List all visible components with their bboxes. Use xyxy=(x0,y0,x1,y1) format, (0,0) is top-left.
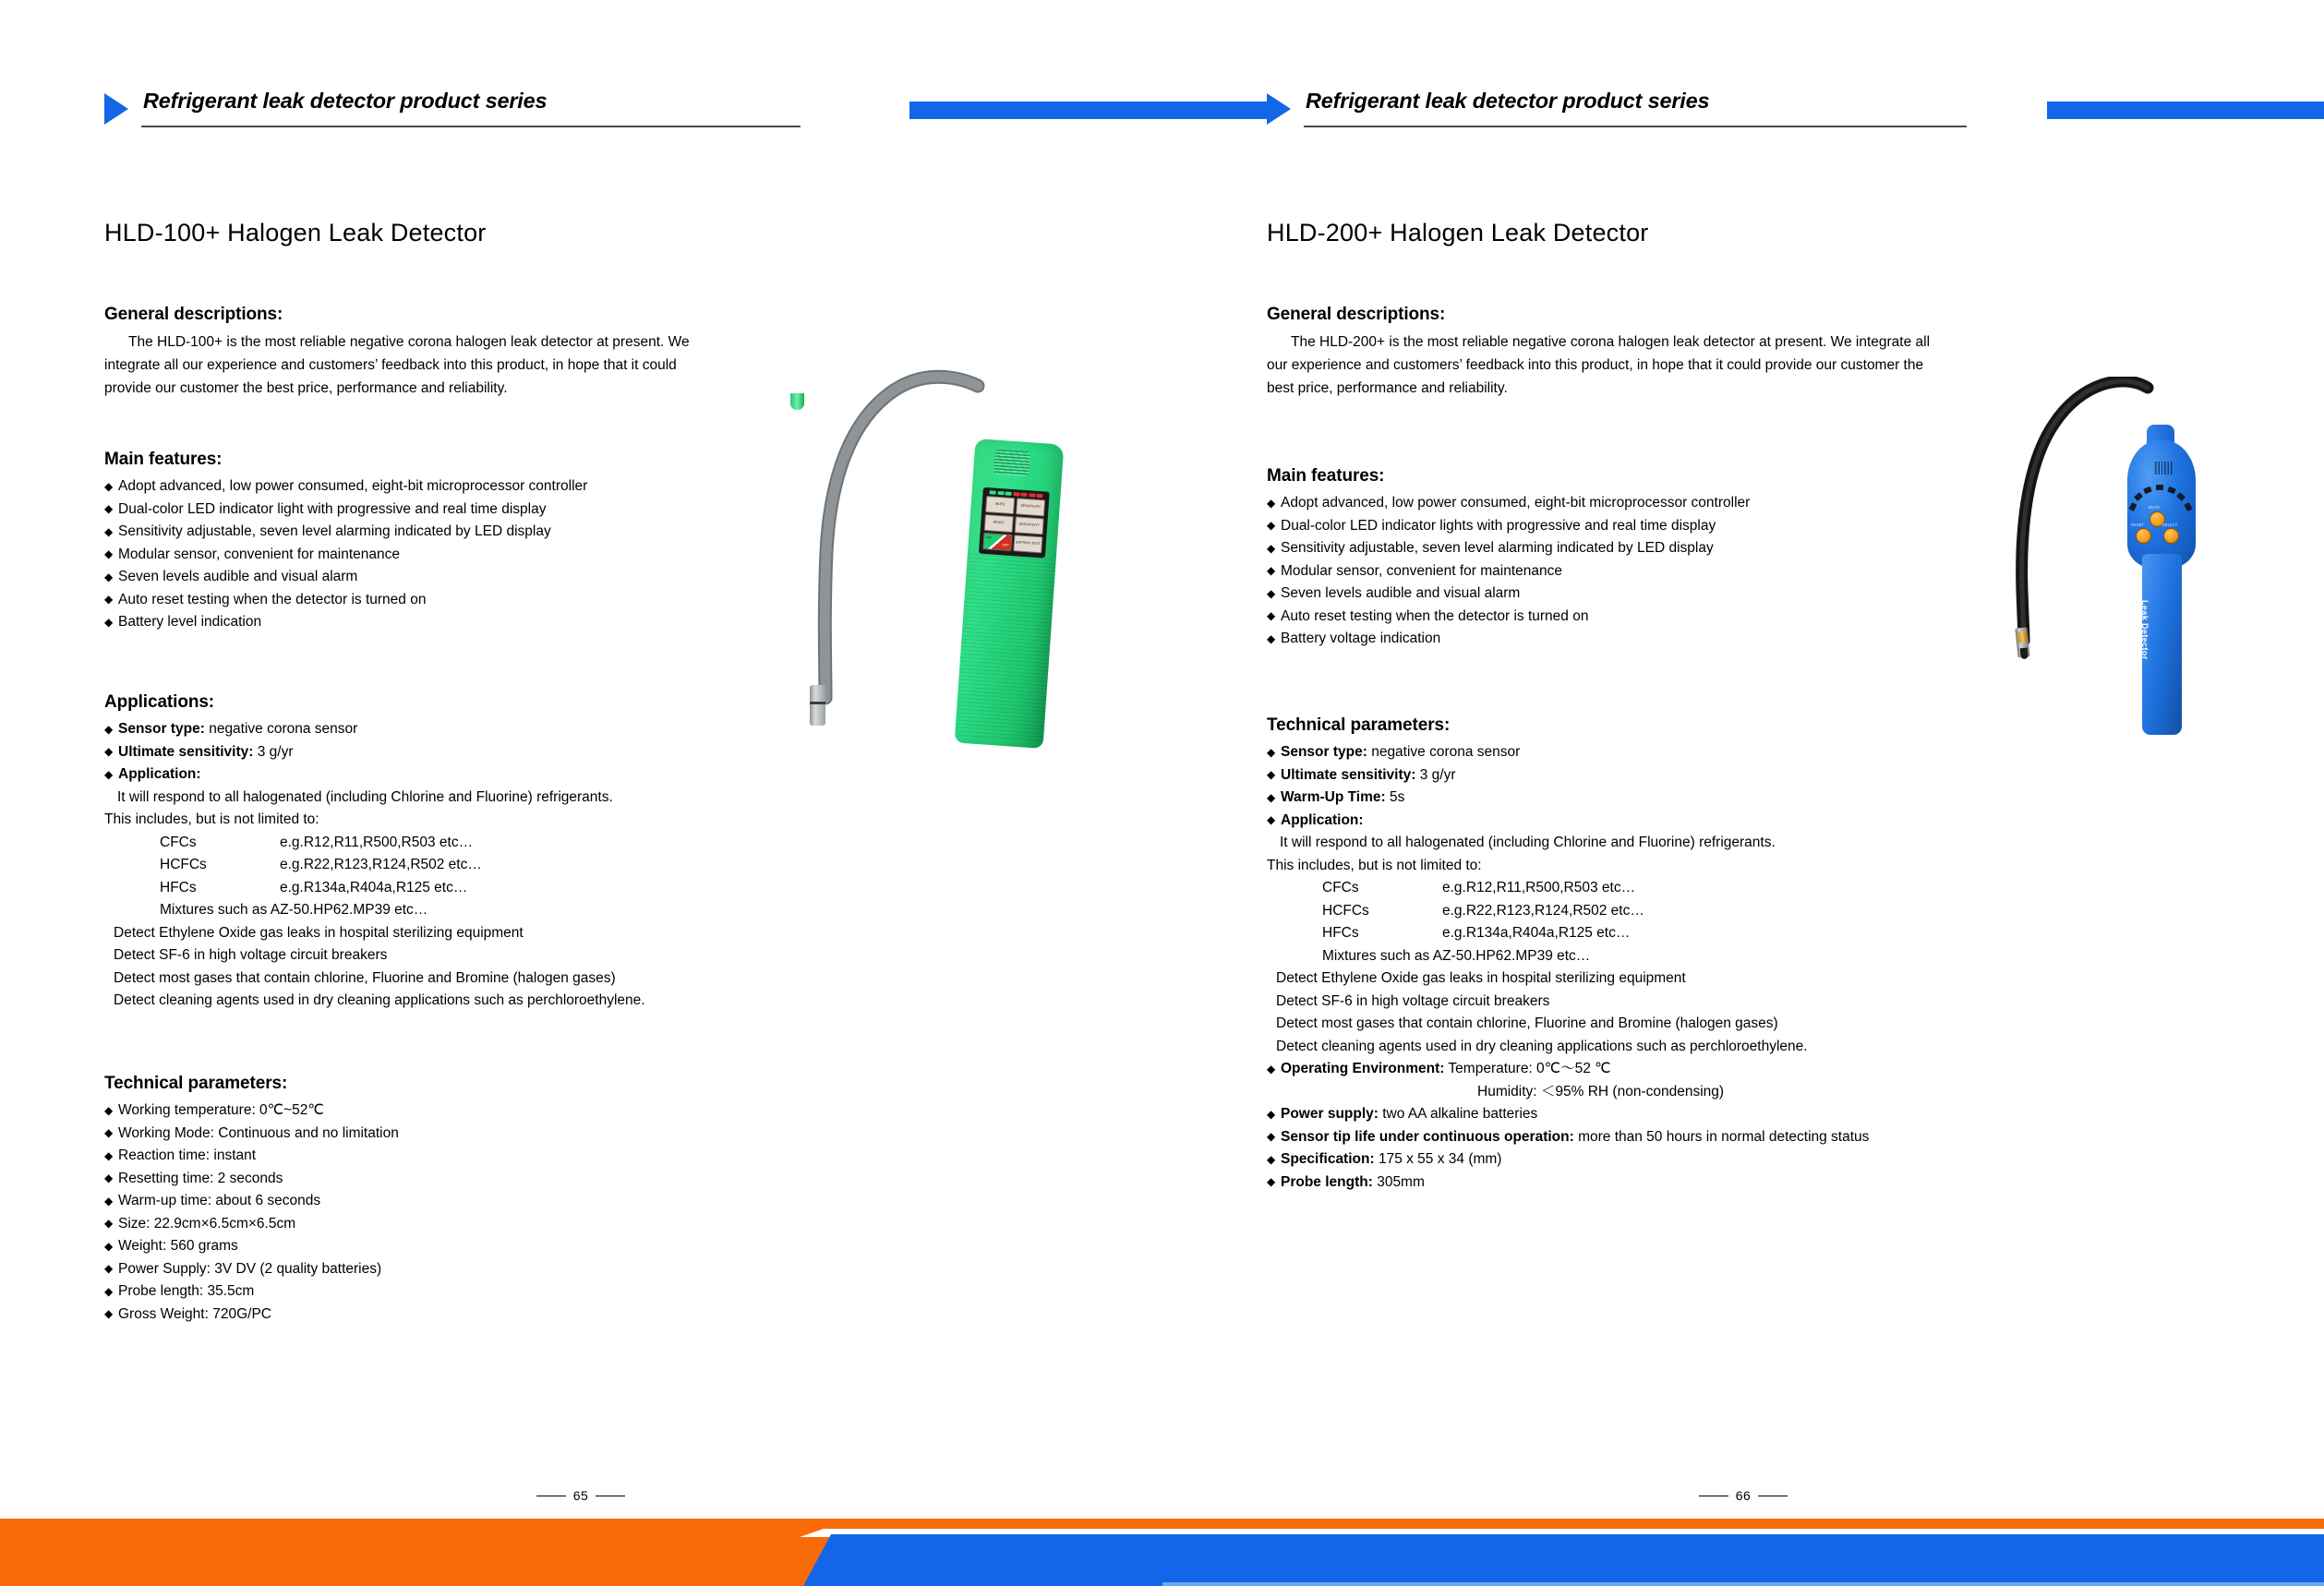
list-item: ◆ Adopt advanced, low power consumed, eight-bit microprocessor controller xyxy=(104,475,587,499)
gas-mixtures: Mixtures such as AZ-50.HP62.MP39 etc… xyxy=(1322,947,1591,964)
table-row xyxy=(1322,945,1644,968)
gas-name: CFCs xyxy=(1322,880,1359,895)
product-photo-hld-200 xyxy=(2013,377,2290,746)
list-item-sensor-type xyxy=(1267,741,1869,764)
respond-line: It will respond to all halogenated (including Chlorine and Fluorine) refrigerants. xyxy=(1280,835,1776,850)
page-header-right xyxy=(1267,89,2270,140)
list-item: ◆ Working Mode: Continuous and no limitation xyxy=(104,1123,399,1146)
detect-line: Detect cleaning agents used in dry cleaning applications such as perchloroethylene. xyxy=(114,992,645,1008)
table-row xyxy=(1322,900,1644,923)
list-item-specification xyxy=(1267,1148,1869,1171)
operating-environment-humidity: Humidity: ＜95% RH (non-condensing) xyxy=(1477,1083,1725,1099)
list-item-sensor-tip-life xyxy=(1267,1126,1869,1149)
led-indicator xyxy=(2167,487,2176,495)
section-applications xyxy=(104,692,645,1013)
gas-name: HFCs xyxy=(1322,925,1359,941)
gas-name: HCFCs xyxy=(160,857,207,872)
detect-line: Detect cleaning agents used in dry cleaning applications such as perchloroethylene. xyxy=(1276,1038,1808,1054)
header-accent-bar xyxy=(2047,102,2324,119)
list-item-operating-environment xyxy=(1267,1058,1869,1081)
speaker-grille-icon xyxy=(993,450,1030,477)
list-item: ◆ Reaction time: instant xyxy=(104,1145,399,1168)
led-arc xyxy=(2127,484,2196,515)
led-indicator xyxy=(2176,492,2186,501)
page-right-66 xyxy=(1162,0,2324,1586)
list-item: ◆ Sensitivity adjustable, seven level alarming indicated by LED display xyxy=(1267,537,1750,560)
list-item: ◆ Resetting time: 2 seconds xyxy=(104,1168,399,1191)
probe-tip-band xyxy=(810,702,825,704)
section-heading: Applications: xyxy=(104,692,215,712)
body-grip-texture xyxy=(955,554,1056,743)
label: Sensor tip life under continuous operation: xyxy=(1281,1128,1574,1145)
gas-examples: e.g.R134a,R404a,R125 etc… xyxy=(280,879,468,895)
list-item: ◆ Auto reset testing when the detector is turned on xyxy=(1267,606,1750,629)
label: Ultimate sensitivity: xyxy=(1281,766,1416,783)
detect-line: Detect most gases that contain chlorine, Fluorine and Bromine (halogen gases) xyxy=(1276,1015,1778,1031)
table-row xyxy=(160,832,482,855)
led-indicator xyxy=(1013,492,1019,496)
value: more than 50 hours in normal detecting status xyxy=(1573,1128,1870,1145)
led-indicator xyxy=(2184,502,2192,511)
features-list xyxy=(104,475,587,634)
product-photo-hld-100 xyxy=(789,360,1085,794)
led-indicator xyxy=(2143,487,2152,495)
gas-mixtures: Mixtures such as AZ-50.HP62.MP39 etc… xyxy=(160,902,428,918)
label: Sensor type: xyxy=(1281,744,1367,760)
probe-tip-gold-band xyxy=(2017,631,2027,643)
table-row xyxy=(160,854,482,877)
value: 3 g/yr xyxy=(1415,766,1456,783)
power-on-off-button[interactable] xyxy=(982,532,1012,550)
sensitivity-down-button[interactable]: SENSITIVITY xyxy=(1015,516,1044,535)
reset-button-label: RESET xyxy=(2131,523,2144,527)
select-button-label: SELECT xyxy=(2162,523,2178,527)
general-description-text: The HLD-200+ is the most reliable negative corona halogen leak detector at present. We integrate all our experience and customers’ feedback into this product, in hope that it could provide our customer the best price, performance and reliability. xyxy=(1267,334,1931,396)
footer-blue-underline xyxy=(1162,1582,2324,1586)
page-title: HLD-100+ Halogen Leak Detector xyxy=(104,219,487,246)
label: Operating Environment: xyxy=(1281,1061,1445,1076)
section-heading: General descriptions: xyxy=(1267,305,1446,324)
value: 5s xyxy=(1385,789,1405,805)
list-item: ◆ Dual-color LED indicator light with progressive and real time display xyxy=(104,499,587,522)
value: 175 x 55 x 34 (mm) xyxy=(1374,1151,1502,1167)
list-item: ◆ Modular sensor, convenient for maintenance xyxy=(104,544,587,567)
section-heading: Main features: xyxy=(1267,466,1385,486)
table-row xyxy=(1322,877,1644,900)
reset-button[interactable]: RESET xyxy=(984,513,1014,532)
list-item: ◆ Power Supply: 3V DV (2 quality batteries) xyxy=(104,1258,399,1281)
label: Specification: xyxy=(1281,1151,1375,1167)
page-number-value: 65 xyxy=(572,1488,589,1503)
header-title: Refrigerant leak detector product series xyxy=(143,89,548,113)
section-general-descriptions xyxy=(104,305,714,400)
gas-examples: e.g.R12,R11,R500,R503 etc… xyxy=(1442,880,1636,895)
sensitivity-up-button[interactable]: SENSITIVITY xyxy=(1016,498,1045,516)
probe-tip-cap xyxy=(790,393,804,410)
header-rule xyxy=(141,126,801,127)
speaker-grille-icon xyxy=(2155,462,2173,475)
value: Temperature: 0℃～52 ℃ xyxy=(1444,1061,1611,1076)
led-indicator xyxy=(1029,493,1035,497)
footer-banner xyxy=(0,1505,2324,1586)
list-item-application xyxy=(104,763,645,787)
list-item: ◆ Weight: 560 grams xyxy=(104,1235,399,1258)
off-label: OFF xyxy=(1002,543,1009,548)
list-item-probe-length xyxy=(1267,1171,1869,1195)
list-item: ◆ Sensitivity adjustable, seven level alarming indicated by LED display xyxy=(104,521,587,544)
list-item: ◆ Battery level indication xyxy=(104,611,587,634)
list-item-application xyxy=(1267,810,1869,833)
probe-tip xyxy=(810,685,825,726)
list-item-ultimate-sensitivity xyxy=(104,741,645,764)
page-title: HLD-200+ Halogen Leak Detector xyxy=(1267,219,1649,246)
section-technical-parameters xyxy=(1267,715,1869,1194)
detect-line: Detect SF-6 in high voltage circuit breakers xyxy=(1276,992,1550,1009)
list-item-ultimate-sensitivity xyxy=(1267,764,1869,787)
probe-tip-cap xyxy=(2019,648,2028,660)
list-item: ◆ Auto reset testing when the detector is turned on xyxy=(104,589,587,612)
gas-name: HCFCs xyxy=(1322,902,1369,919)
value: 305mm xyxy=(1372,1173,1425,1190)
battery-test-button[interactable]: BATTERY TEST xyxy=(1013,535,1042,553)
triangle-right-icon xyxy=(1267,93,1291,125)
label: Warm-Up Time: xyxy=(1281,789,1386,805)
label: Power supply: xyxy=(1281,1106,1379,1122)
value: two AA alkaline batteries xyxy=(1378,1106,1538,1122)
section-heading: Main features: xyxy=(104,450,223,469)
value: negative corona sensor xyxy=(1367,744,1521,760)
led-indicator xyxy=(997,491,1004,495)
includes-line: This includes, but is not limited to: xyxy=(1267,857,1482,873)
section-heading: General descriptions: xyxy=(104,305,283,324)
features-list xyxy=(1267,492,1750,651)
gas-table xyxy=(160,832,482,922)
mute-button[interactable]: MUTE xyxy=(985,496,1015,514)
table-row xyxy=(160,899,482,922)
label: Ultimate sensitivity: xyxy=(118,743,254,760)
section-heading: Technical parameters: xyxy=(1267,715,1451,735)
technical-list xyxy=(1267,741,1869,832)
control-panel xyxy=(979,487,1050,559)
gas-name: CFCs xyxy=(160,834,197,850)
gas-examples: e.g.R134a,R404a,R125 etc… xyxy=(1442,925,1631,941)
label: Probe length: xyxy=(1281,1173,1373,1190)
label: Application: xyxy=(118,766,201,782)
mute-button-label: MUTE xyxy=(2149,505,2160,510)
list-item: ◆ Modular sensor, convenient for maintenance xyxy=(1267,560,1750,583)
detect-line: Detect SF-6 in high voltage circuit breakers xyxy=(114,947,388,963)
gas-examples: e.g.R22,R123,R124,R502 etc… xyxy=(280,857,482,872)
detect-line: Detect most gases that contain chlorine, Fluorine and Bromine (halogen gases) xyxy=(114,969,616,986)
led-indicator xyxy=(1005,491,1011,495)
list-item: ◆ Seven levels audible and visual alarm xyxy=(1267,583,1750,606)
header-rule xyxy=(1304,126,1967,127)
led-indicator xyxy=(2134,492,2143,501)
triangle-right-icon xyxy=(104,93,128,125)
page-number-right xyxy=(1162,1488,2324,1503)
gas-examples: e.g.R22,R123,R124,R502 etc… xyxy=(1442,902,1644,919)
table-row xyxy=(1322,922,1644,945)
technical-list-extra xyxy=(1267,1058,1869,1081)
led-indicator xyxy=(1020,493,1027,497)
header-title: Refrigerant leak detector product series xyxy=(1306,89,1710,113)
led-indicator xyxy=(989,490,995,494)
led-indicator xyxy=(2128,502,2137,511)
value: negative corona sensor xyxy=(204,721,358,737)
section-main-features xyxy=(1267,466,1750,651)
technical-list xyxy=(104,1099,399,1326)
list-item-warm-up-time xyxy=(1267,787,1869,810)
list-item: ◆ Adopt advanced, low power consumed, eight-bit microprocessor controller xyxy=(1267,492,1750,515)
keypad xyxy=(981,495,1047,553)
list-item: ◆ Dual-color LED indicator lights with progressive and real time display xyxy=(1267,515,1750,538)
list-item-power-supply xyxy=(1267,1103,1869,1126)
respond-line: It will respond to all halogenated (including Chlorine and Fluorine) refrigerants. xyxy=(117,788,613,805)
section-heading: Technical parameters: xyxy=(104,1074,288,1093)
list-item: ◆ Working temperature: 0℃~52℃ xyxy=(104,1099,399,1123)
technical-list-extra2 xyxy=(1267,1103,1869,1194)
value: 3 g/yr xyxy=(253,743,294,760)
gas-examples: e.g.R12,R11,R500,R503 etc… xyxy=(280,834,474,850)
label: Application: xyxy=(1281,811,1364,828)
general-description-text: The HLD-100+ is the most reliable negative corona halogen leak detector at present. We integrate all our experience and customers’ feedback into this product, in hope that it could provide our customer the best price, performance and reliability. xyxy=(104,334,690,396)
table-row xyxy=(160,877,482,900)
select-button[interactable] xyxy=(2163,528,2179,544)
list-item: ◆ Gross Weight: 720G/PC xyxy=(104,1304,399,1327)
page-number-left xyxy=(0,1488,1162,1503)
on-label: ON xyxy=(986,535,992,539)
detect-line: Detect Ethylene Oxide gas leaks in hospital sterilizing equipment xyxy=(114,924,524,941)
footer-blue-chevron xyxy=(803,1534,2324,1586)
section-technical-parameters xyxy=(104,1074,399,1326)
page-number-value: 66 xyxy=(1735,1488,1752,1503)
list-item: ◆ Warm-up time: about 6 seconds xyxy=(104,1190,399,1213)
section-main-features xyxy=(104,450,587,634)
includes-line: This includes, but is not limited to: xyxy=(104,811,319,827)
list-item: ◆ Size: 22.9cm×6.5cm×6.5cm xyxy=(104,1213,399,1236)
list-item: ◆ Probe length: 35.5cm xyxy=(104,1280,399,1304)
label: Sensor type: xyxy=(118,721,205,737)
detector-body-blue xyxy=(2122,439,2201,731)
detect-line: Detect Ethylene Oxide gas leaks in hospital sterilizing equipment xyxy=(1276,970,1686,986)
list-item-sensor-type xyxy=(104,718,645,741)
list-item: ◆ Battery voltage indication xyxy=(1267,628,1750,651)
led-indicator xyxy=(1036,494,1042,498)
brand-label: Leak Detector xyxy=(2140,600,2149,660)
page-header-left xyxy=(104,89,1108,140)
reset-button[interactable] xyxy=(2136,528,2151,544)
gas-name: HFCs xyxy=(160,879,197,895)
list-item: ◆ Seven levels audible and visual alarm xyxy=(104,566,587,589)
section-general-descriptions xyxy=(1267,305,1933,400)
gas-table xyxy=(1322,877,1644,967)
applications-list xyxy=(104,718,645,787)
led-indicator xyxy=(2156,485,2163,490)
